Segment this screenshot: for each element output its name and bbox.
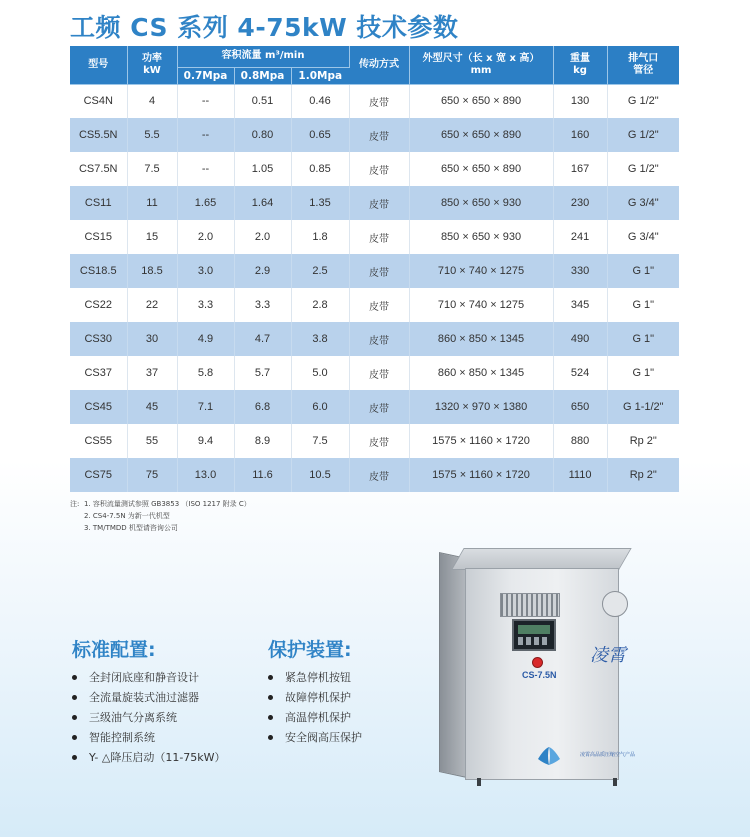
list-item-text: 全封闭底座和静音设计 (89, 671, 199, 684)
cell-model: CS18.5 (70, 254, 127, 288)
cell-flow-10: 0.85 (291, 152, 349, 186)
cell-dims: 1575 × 1160 × 1720 (409, 424, 553, 458)
header-weight-label: 重量 (570, 52, 591, 64)
cell-flow-07: 5.8 (177, 356, 234, 390)
cell-drive: 皮带 (349, 186, 409, 220)
cell-flow-08: 11.6 (234, 458, 291, 492)
cell-power: 55 (127, 424, 177, 458)
cell-flow-08: 0.80 (234, 118, 291, 152)
cell-outlet: G 1-1/2" (607, 390, 679, 424)
notes-label: 注: (70, 500, 80, 508)
cell-flow-07: 7.1 (177, 390, 234, 424)
cell-flow-07: 4.9 (177, 322, 234, 356)
cell-weight: 160 (553, 118, 607, 152)
cell-flow-07: 1.65 (177, 186, 234, 220)
vent-grille (500, 593, 560, 617)
cell-weight: 345 (553, 288, 607, 322)
cell-drive: 皮带 (349, 424, 409, 458)
cell-weight: 167 (553, 152, 607, 186)
cell-flow-10: 6.0 (291, 390, 349, 424)
header-outlet-sub: 管径 (633, 64, 654, 76)
cell-dims: 710 × 740 × 1275 (409, 288, 553, 322)
cell-dims: 850 × 650 × 930 (409, 186, 553, 220)
brand-logo-icon (536, 745, 562, 767)
cell-weight: 880 (553, 424, 607, 458)
bullet-icon (268, 695, 273, 700)
cell-flow-08: 0.51 (234, 84, 291, 118)
note-item: 1. 容积流量测试参照 GB3853 （ISO 1217 附录 C） (84, 500, 251, 508)
table-row (70, 322, 679, 356)
cell-model: CS55 (70, 424, 127, 458)
cell-flow-08: 3.3 (234, 288, 291, 322)
protection-title: 保护装置: (268, 639, 352, 661)
protection-list (268, 668, 362, 748)
cell-flow-08: 6.8 (234, 390, 291, 424)
cell-model: CS4N (70, 84, 127, 118)
list-item (72, 728, 226, 748)
cell-power: 45 (127, 390, 177, 424)
table-row (70, 152, 679, 186)
cell-outlet: G 3/4" (607, 220, 679, 254)
cell-dims: 1320 × 970 × 1380 (409, 390, 553, 424)
header-outlet (607, 46, 679, 84)
cell-dims: 860 × 850 × 1345 (409, 322, 553, 356)
cell-model: CS30 (70, 322, 127, 356)
list-item (268, 728, 362, 748)
cell-model: CS11 (70, 186, 127, 220)
cell-flow-08: 1.64 (234, 186, 291, 220)
header-weight-unit: kg (573, 64, 587, 76)
table-row (70, 220, 679, 254)
header-outlet-label: 排气口 (628, 52, 659, 64)
list-item-text: 紧急停机按钮 (285, 671, 351, 684)
cell-flow-10: 7.5 (291, 424, 349, 458)
table-row (70, 186, 679, 220)
cell-drive: 皮带 (349, 84, 409, 118)
list-item-text: 安全阀高压保护 (285, 731, 362, 744)
standard-config-title: 标准配置: (72, 639, 156, 661)
bullet-icon (72, 755, 77, 760)
notes (70, 498, 251, 534)
list-item-text: 高温停机保护 (285, 711, 351, 724)
cell-power: 11 (127, 186, 177, 220)
compressor-image (437, 548, 637, 788)
cell-power: 18.5 (127, 254, 177, 288)
list-item-text: Y- △降压启动（11-75kW） (89, 751, 226, 764)
cell-outlet: G 1" (607, 322, 679, 356)
list-item (268, 708, 362, 728)
cell-outlet: G 1" (607, 356, 679, 390)
header-flow-10: 1.0Mpa (291, 67, 349, 84)
cell-model: CS22 (70, 288, 127, 322)
header-model: 型号 (70, 46, 127, 84)
cell-power: 30 (127, 322, 177, 356)
cell-outlet: G 3/4" (607, 186, 679, 220)
list-item-text: 故障停机保护 (285, 691, 351, 704)
cell-model: CS15 (70, 220, 127, 254)
cell-outlet: G 1/2" (607, 84, 679, 118)
note-line (70, 498, 251, 510)
cell-power: 37 (127, 356, 177, 390)
cell-dims: 710 × 740 × 1275 (409, 254, 553, 288)
bullet-icon (72, 715, 77, 720)
cell-model: CS45 (70, 390, 127, 424)
header-power-unit: kW (143, 64, 161, 76)
table-header-row (70, 46, 679, 67)
brand-logo-text: 凌霄 (590, 645, 626, 666)
list-item (268, 668, 362, 688)
header-power (127, 46, 177, 84)
note-item: 3. TM/TMDD 机型请咨询公司 (84, 524, 178, 532)
list-item (268, 688, 362, 708)
bullet-icon (268, 675, 273, 680)
cell-outlet: Rp 2" (607, 424, 679, 458)
cell-weight: 330 (553, 254, 607, 288)
cell-flow-10: 2.8 (291, 288, 349, 322)
bullet-icon (72, 695, 77, 700)
cell-drive: 皮带 (349, 254, 409, 288)
cell-drive: 皮带 (349, 390, 409, 424)
cell-flow-08: 2.9 (234, 254, 291, 288)
bullet-icon (72, 675, 77, 680)
list-item-text: 全流量旋装式油过滤器 (89, 691, 199, 704)
table-row (70, 84, 679, 118)
cell-weight: 241 (553, 220, 607, 254)
cell-weight: 650 (553, 390, 607, 424)
bullet-icon (72, 735, 77, 740)
header-flow-08: 0.8Mpa (234, 67, 291, 84)
fan-icon (602, 591, 628, 617)
cell-drive: 皮带 (349, 356, 409, 390)
cell-drive: 皮带 (349, 220, 409, 254)
bullet-icon (268, 735, 273, 740)
note-item: 2. CS4-7.5N 为新一代机型 (84, 512, 170, 520)
header-power-label: 功率 (142, 52, 162, 64)
cell-model: CS37 (70, 356, 127, 390)
table-row (70, 288, 679, 322)
table-row (70, 118, 679, 152)
machine-model-label: CS-7.5N (522, 670, 557, 680)
cell-flow-10: 0.65 (291, 118, 349, 152)
table-row (70, 254, 679, 288)
machine-front (465, 568, 636, 780)
cell-flow-10: 1.8 (291, 220, 349, 254)
header-flow-07: 0.7Mpa (177, 67, 234, 84)
cell-drive: 皮带 (349, 152, 409, 186)
cell-model: CS75 (70, 458, 127, 492)
table-row (70, 390, 679, 424)
cell-flow-08: 2.0 (234, 220, 291, 254)
cell-outlet: G 1/2" (607, 152, 679, 186)
header-dims (409, 46, 553, 84)
note-line (70, 510, 251, 522)
cell-model: CS7.5N (70, 152, 127, 186)
cell-weight: 130 (553, 84, 607, 118)
cell-flow-08: 8.9 (234, 424, 291, 458)
cell-flow-07: 3.0 (177, 254, 234, 288)
cell-flow-10: 5.0 (291, 356, 349, 390)
cell-flow-10: 1.35 (291, 186, 349, 220)
standard-config-list (72, 668, 226, 768)
table-row (70, 356, 679, 390)
page-title: 工频 CS 系列 4-75kW 技术参数 (70, 13, 459, 42)
cell-dims: 650 × 650 × 890 (409, 84, 553, 118)
cell-weight: 230 (553, 186, 607, 220)
cell-flow-08: 1.05 (234, 152, 291, 186)
machine-side-grille (439, 552, 467, 778)
cell-model: CS5.5N (70, 118, 127, 152)
note-line (70, 522, 251, 534)
list-item (72, 748, 226, 768)
table-row (70, 458, 679, 492)
cell-flow-10: 3.8 (291, 322, 349, 356)
cell-flow-10: 10.5 (291, 458, 349, 492)
header-flow: 容积流量 m³/min (177, 46, 349, 67)
list-item (72, 688, 226, 708)
cell-power: 22 (127, 288, 177, 322)
cell-outlet: G 1" (607, 254, 679, 288)
cell-flow-08: 5.7 (234, 356, 291, 390)
header-drive: 传动方式 (349, 46, 409, 84)
header-weight (553, 46, 607, 84)
control-panel (512, 619, 556, 651)
cell-flow-10: 0.46 (291, 84, 349, 118)
machine-feet (477, 778, 617, 786)
cell-flow-07: -- (177, 84, 234, 118)
cell-weight: 524 (553, 356, 607, 390)
list-item (72, 708, 226, 728)
cell-weight: 490 (553, 322, 607, 356)
cell-flow-07: -- (177, 118, 234, 152)
cell-flow-07: -- (177, 152, 234, 186)
header-dims-label: 外型尺寸（长 x 宽 x 高） (422, 52, 540, 64)
display-screen (518, 625, 550, 634)
cell-drive: 皮带 (349, 458, 409, 492)
list-item-text: 三级油气分离系统 (89, 711, 177, 724)
machine-top (451, 548, 632, 570)
list-item (72, 668, 226, 688)
cell-dims: 850 × 650 × 930 (409, 220, 553, 254)
cell-drive: 皮带 (349, 288, 409, 322)
cell-dims: 650 × 650 × 890 (409, 118, 553, 152)
cell-power: 75 (127, 458, 177, 492)
cell-weight: 1110 (553, 458, 607, 492)
keypad (518, 637, 550, 645)
cell-dims: 650 × 650 × 890 (409, 152, 553, 186)
cell-drive: 皮带 (349, 118, 409, 152)
header-dims-unit: mm (470, 64, 492, 76)
cell-power: 15 (127, 220, 177, 254)
cell-dims: 1575 × 1160 × 1720 (409, 458, 553, 492)
spec-table (70, 46, 679, 492)
cell-power: 7.5 (127, 152, 177, 186)
cell-flow-08: 4.7 (234, 322, 291, 356)
list-item-text: 智能控制系统 (89, 731, 155, 744)
cell-outlet: Rp 2" (607, 458, 679, 492)
cell-drive: 皮带 (349, 322, 409, 356)
cell-outlet: G 1" (607, 288, 679, 322)
cell-flow-07: 9.4 (177, 424, 234, 458)
cell-power: 4 (127, 84, 177, 118)
cell-flow-07: 2.0 (177, 220, 234, 254)
emergency-stop-icon (532, 657, 543, 668)
cell-flow-07: 3.3 (177, 288, 234, 322)
cell-outlet: G 1/2" (607, 118, 679, 152)
cell-dims: 860 × 850 × 1345 (409, 356, 553, 390)
table-row (70, 424, 679, 458)
bullet-icon (268, 715, 273, 720)
cell-flow-07: 13.0 (177, 458, 234, 492)
machine-caption: 凌霄高品质压缩空气产品 (580, 752, 636, 758)
cell-power: 5.5 (127, 118, 177, 152)
cell-flow-10: 2.5 (291, 254, 349, 288)
